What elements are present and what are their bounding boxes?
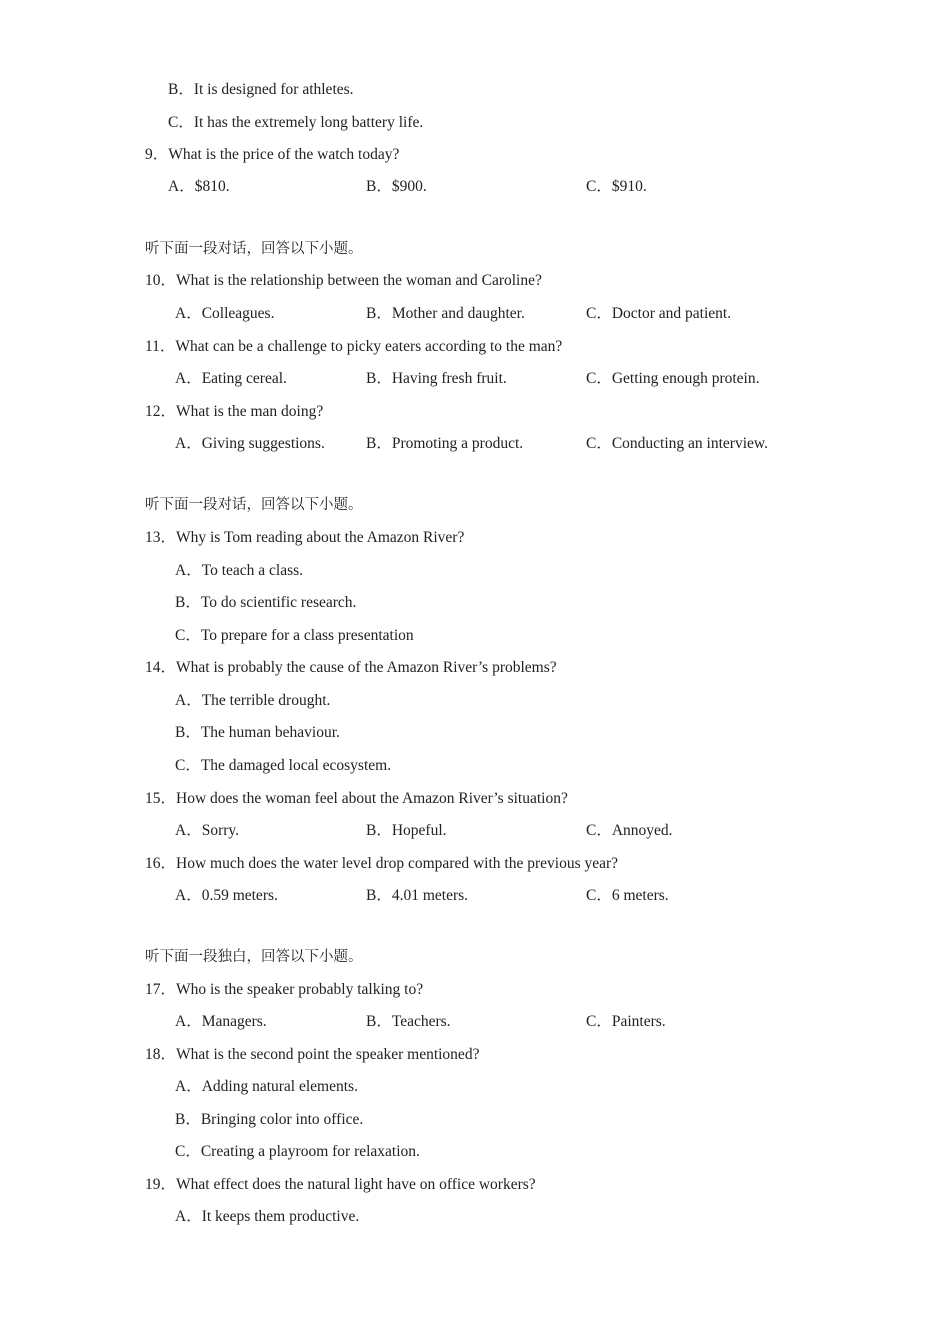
q13-option-a: A．To teach a class.	[175, 562, 304, 579]
q11-option-b: B．Having fresh fruit.	[366, 370, 507, 387]
q14-option-c: C．The damaged local ecosystem.	[175, 757, 392, 774]
q13-option-c: C．To prepare for a class presentation	[175, 627, 414, 644]
q12-option-a: A．Giving suggestions.	[175, 435, 325, 452]
q15-question: 15．How does the woman feel about the Amazon River’s situation?	[145, 790, 568, 807]
q9-option-b: B．$900.	[366, 178, 427, 195]
q14-option-a: A．The terrible drought.	[175, 692, 331, 709]
q12-option-b: B．Promoting a product.	[366, 435, 524, 452]
q8-option-b: B．It is designed for athletes.	[168, 81, 354, 98]
q11-option-c: C．Getting enough protein.	[586, 370, 760, 387]
q13-option-b: B．To do scientific research.	[175, 594, 357, 611]
q15-option-b: B．Hopeful.	[366, 822, 447, 839]
q16-question: 16．How much does the water level drop compared with the previous year?	[145, 855, 619, 872]
section-heading: 听下面一段独白，回答以下小题。	[145, 949, 363, 965]
q15-option-c: C．Annoyed.	[586, 822, 673, 839]
q10-question: 10．What is the relationship between the woman and Caroline?	[145, 272, 542, 289]
q10-option-a: A．Colleagues.	[175, 305, 275, 322]
section-heading: 听下面一段对话，回答以下小题。	[145, 241, 363, 257]
q17-question: 17．Who is the speaker probably talking to?	[145, 981, 424, 998]
q10-option-c: C．Doctor and patient.	[586, 305, 732, 322]
q9-question: 9．What is the price of the watch today?	[145, 146, 400, 163]
q18-option-c: C．Creating a playroom for relaxation.	[175, 1143, 420, 1160]
q12-option-c: C．Conducting an interview.	[586, 435, 768, 452]
q16-option-a: A．0.59 meters.	[175, 887, 278, 904]
q14-question: 14．What is probably the cause of the Amazon River’s problems?	[145, 659, 557, 676]
section-heading: 听下面一段对话，回答以下小题。	[145, 497, 363, 513]
q17-option-b: B．Teachers.	[366, 1013, 451, 1030]
q8-option-c: C．It has the extremely long battery life.	[168, 114, 424, 131]
q16-option-b: B．4.01 meters.	[366, 887, 469, 904]
q9-option-a: A．$810.	[168, 178, 230, 195]
q10-option-b: B．Mother and daughter.	[366, 305, 525, 322]
q19-option-a: A．It keeps them productive.	[175, 1208, 360, 1225]
q15-option-a: A．Sorry.	[175, 822, 240, 839]
q9-option-c: C．$910.	[586, 178, 647, 195]
q13-question: 13．Why is Tom reading about the Amazon River?	[145, 529, 465, 546]
q18-option-b: B．Bringing color into office.	[175, 1111, 364, 1128]
q11-option-a: A．Eating cereal.	[175, 370, 287, 387]
q11-question: 11．What can be a challenge to picky eaters according to the man?	[145, 338, 563, 355]
q19-question: 19．What effect does the natural light have on office workers?	[145, 1176, 536, 1193]
q12-question: 12．What is the man doing?	[145, 403, 324, 420]
q16-option-c: C．6 meters.	[586, 887, 669, 904]
q18-question: 18．What is the second point the speaker mentioned?	[145, 1046, 480, 1063]
q18-option-a: A．Adding natural elements.	[175, 1078, 358, 1095]
q17-option-a: A．Managers.	[175, 1013, 267, 1030]
q14-option-b: B．The human behaviour.	[175, 724, 340, 741]
q17-option-c: C．Painters.	[586, 1013, 666, 1030]
